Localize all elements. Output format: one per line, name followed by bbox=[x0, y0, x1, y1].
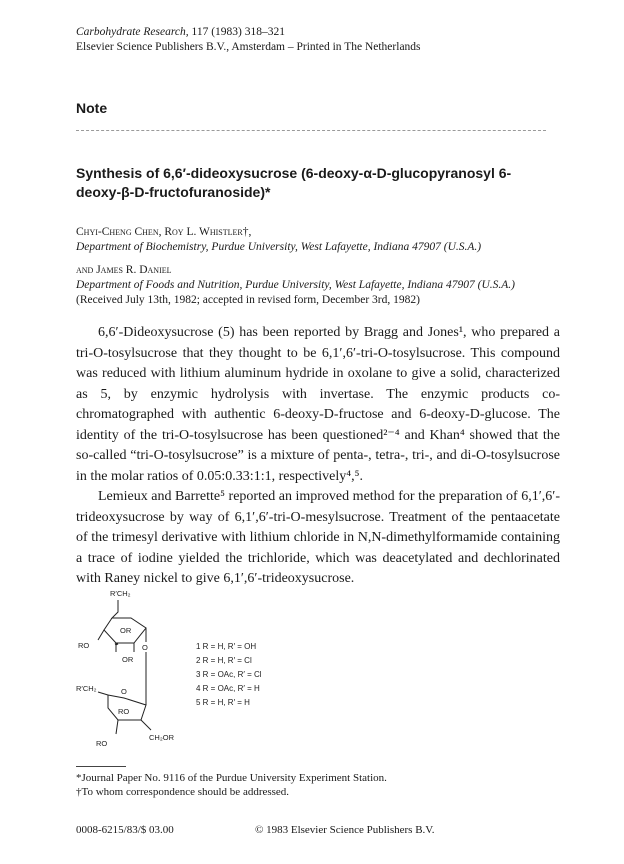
price-code: 0008-6215/83/$ 03.00 bbox=[76, 824, 174, 836]
label-or-below: OR bbox=[122, 655, 134, 664]
label-ro-ring2: RO bbox=[118, 707, 130, 716]
paper-title: Synthesis of 6,6′-dideoxysucrose (6-deoxy-α-D-glucopyranosyl 6-deoxy-β-D-fructofuranoside)* bbox=[76, 165, 512, 200]
label-o-link: O bbox=[142, 643, 148, 652]
author-block-2 bbox=[76, 263, 556, 308]
compound-5: 5 R = H, R′ = H bbox=[196, 698, 250, 707]
authors-2: and James R. Daniel bbox=[76, 264, 172, 276]
paragraph-2: Lemieux and Barrette⁵ reported an improved method for the preparation of 6,1′,6′-trideoxysucrose by way of 6,1′,6′-tri-O-mesylsucrose. Treatment of the pentaacetate of the trimesyl derivative with lithium chloride in N,N-dimethylformamide containing a trace of iodine yielded the trichloride, which was deacetylated and dechlorinated with Raney nickel to give 6,1′,6′-trideoxysucrose. bbox=[76, 489, 560, 586]
publisher-line: Elsevier Science Publishers B.V., Amsterdam – Printed in The Netherlands bbox=[76, 41, 421, 53]
header-divider bbox=[76, 130, 546, 131]
journal-name: Carbohydrate Research, bbox=[76, 26, 189, 38]
footnote-divider bbox=[76, 766, 126, 767]
footnotes bbox=[76, 771, 387, 799]
label-r-ch2-top: R′CH₂ bbox=[110, 589, 131, 598]
received-dates: (Received July 13th, 1982; accepted in revised form, December 3rd, 1982) bbox=[76, 294, 420, 306]
label-ro-bottom: RO bbox=[96, 739, 108, 748]
compound-2: 2 R = H, R′ = Cl bbox=[196, 656, 252, 665]
compound-legend bbox=[196, 642, 262, 712]
footnote-2: †To whom correspondence should be addressed. bbox=[76, 786, 290, 798]
copyright-line: © 1983 Elsevier Science Publishers B.V. bbox=[255, 824, 435, 836]
journal-volume: 117 (1983) 318–321 bbox=[191, 26, 285, 38]
footnote-1: *Journal Paper No. 9116 of the Purdue University Experiment Station. bbox=[76, 772, 387, 784]
label-ro-left: RO bbox=[78, 641, 90, 650]
author-block-1 bbox=[76, 225, 556, 255]
body-text bbox=[76, 323, 560, 590]
label-or-ring: OR bbox=[120, 626, 132, 635]
affiliation-1: Department of Biochemistry, Purdue University, West Lafayette, Indiana 47907 (U.S.A.) bbox=[76, 241, 482, 253]
authors-1: Chyi-Cheng Chen, Roy L. Whistler†, bbox=[76, 226, 252, 238]
label-ch2or: CH₂OR bbox=[149, 733, 174, 742]
section-label: Note bbox=[76, 100, 108, 116]
label-o-ring2: O bbox=[121, 687, 127, 696]
journal-header bbox=[76, 25, 421, 55]
affiliation-2: Department of Foods and Nutrition, Purdue University, West Lafayette, Indiana 47907 (U.S.A.) bbox=[76, 279, 515, 291]
paragraph-1: 6,6′-Dideoxysucrose (5) has been reported by Bragg and Jones¹, who prepared a tri-O-tosylsucrose that they thought to be 6,1′,6′-tri-O-tosylsucrose. This compound was reduced with lithium aluminum hydride in oxolane to give a solid, characterized as 5, by enzymic hydrolysis with invertase. The enzymic products co-chromatographed with authentic 6-deoxy-D-fructose and 6-deoxy-D-glucose. The identity of the tri-O-tosylsucrose has been questioned²⁻⁴ and Khan⁴ showed that the so-called “tri-O-tosylsucrose” is a mixture of penta-, tetra-, tri-, and di-O-tosylsucrose in the molar ratios of 0.05:0.33:1:1, respectively⁴,⁵. bbox=[76, 325, 560, 484]
compound-3: 3 R = OAc, R′ = Cl bbox=[196, 670, 262, 679]
compound-1: 1 R = H, R′ = OH bbox=[196, 642, 257, 651]
compound-4: 4 R = OAc, R′ = H bbox=[196, 684, 260, 693]
label-r-ch2-mid: R′CH₂ bbox=[76, 684, 97, 693]
